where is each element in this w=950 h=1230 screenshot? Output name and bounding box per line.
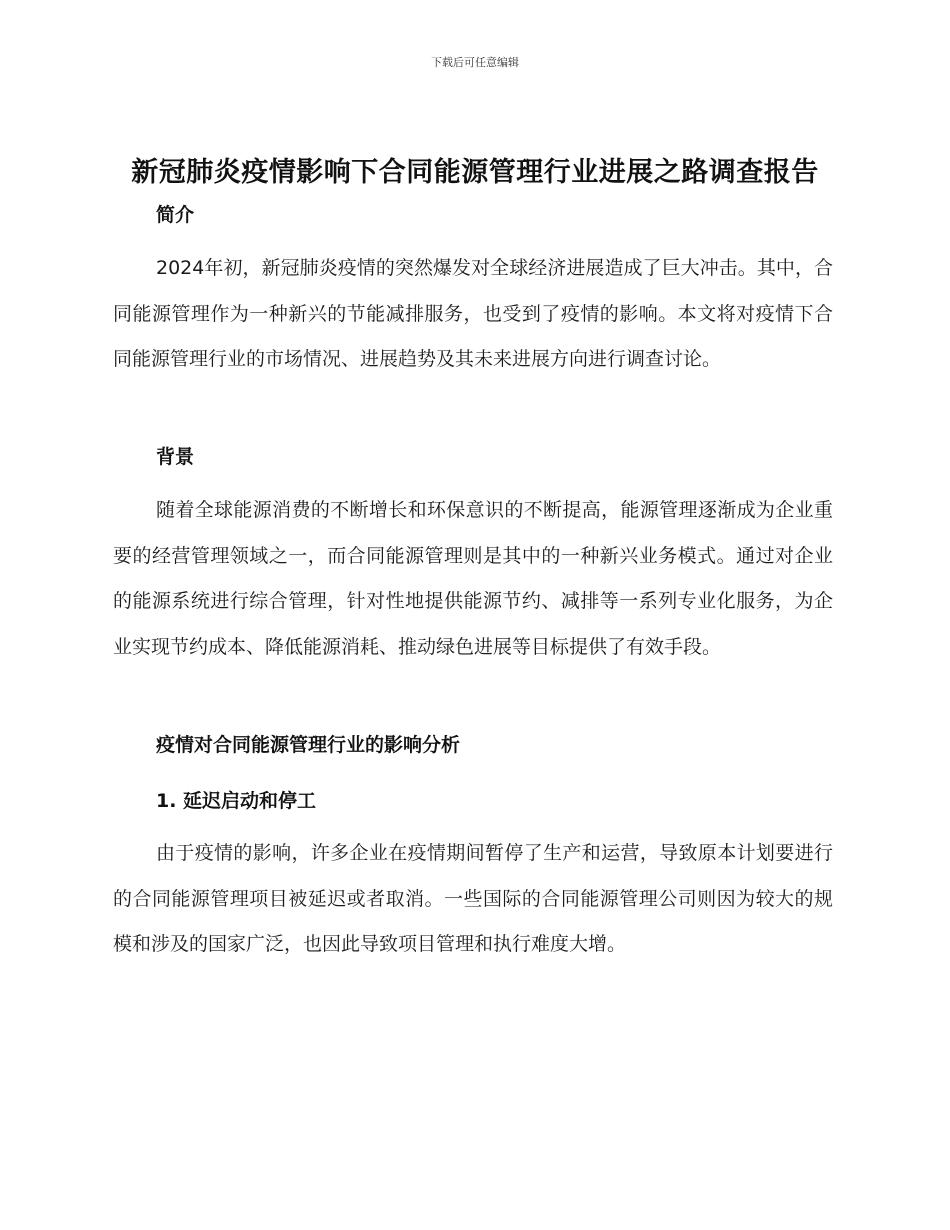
subsection-heading-delay: 1. 延迟启动和停工 xyxy=(156,790,317,812)
page-header-note: 下载后可任意编辑 xyxy=(431,56,519,69)
section-heading-intro: 简介 xyxy=(156,204,195,226)
section-heading-background: 背景 xyxy=(156,446,195,468)
subsection-paragraph-delay: 由于疫情的影响，许多企业在疫情期间暂停了生产和运营，导致原本计划要进行的合同能源管理项目被延迟或者取消。一些国际的合同能源管理公司则因为较大的规模和涉及的国家广泛，也因此导致项目管理和执行难度大增。 xyxy=(113,842,833,955)
section-paragraph-background: 随着全球能源消费的不断增长和环保意识的不断提高，能源管理逐渐成为企业重要的经营管理领域之一，而合同能源管理则是其中的一种新兴业务模式。通过对企业的能源系统进行综合管理，针对性地提供能源节约、减排等一系列专业化服务，为企业实现节约成本、降低能源消耗、推动绿色进展等目标提供了有效手段。 xyxy=(113,499,833,658)
section-paragraph-intro: 2024年初，新冠肺炎疫情的突然爆发对全球经济进展造成了巨大冲击。其中，合同能源管理作为一种新兴的节能减排服务，也受到了疫情的影响。本文将对疫情下合同能源管理行业的市场情况、进展趋势及其未来进展方向进行调查讨论。 xyxy=(113,257,833,370)
section-heading-impact-analysis: 疫情对合同能源管理行业的影响分析 xyxy=(156,734,461,756)
document-title: 新冠肺炎疫情影响下合同能源管理行业进展之路调查报告 xyxy=(131,157,819,188)
